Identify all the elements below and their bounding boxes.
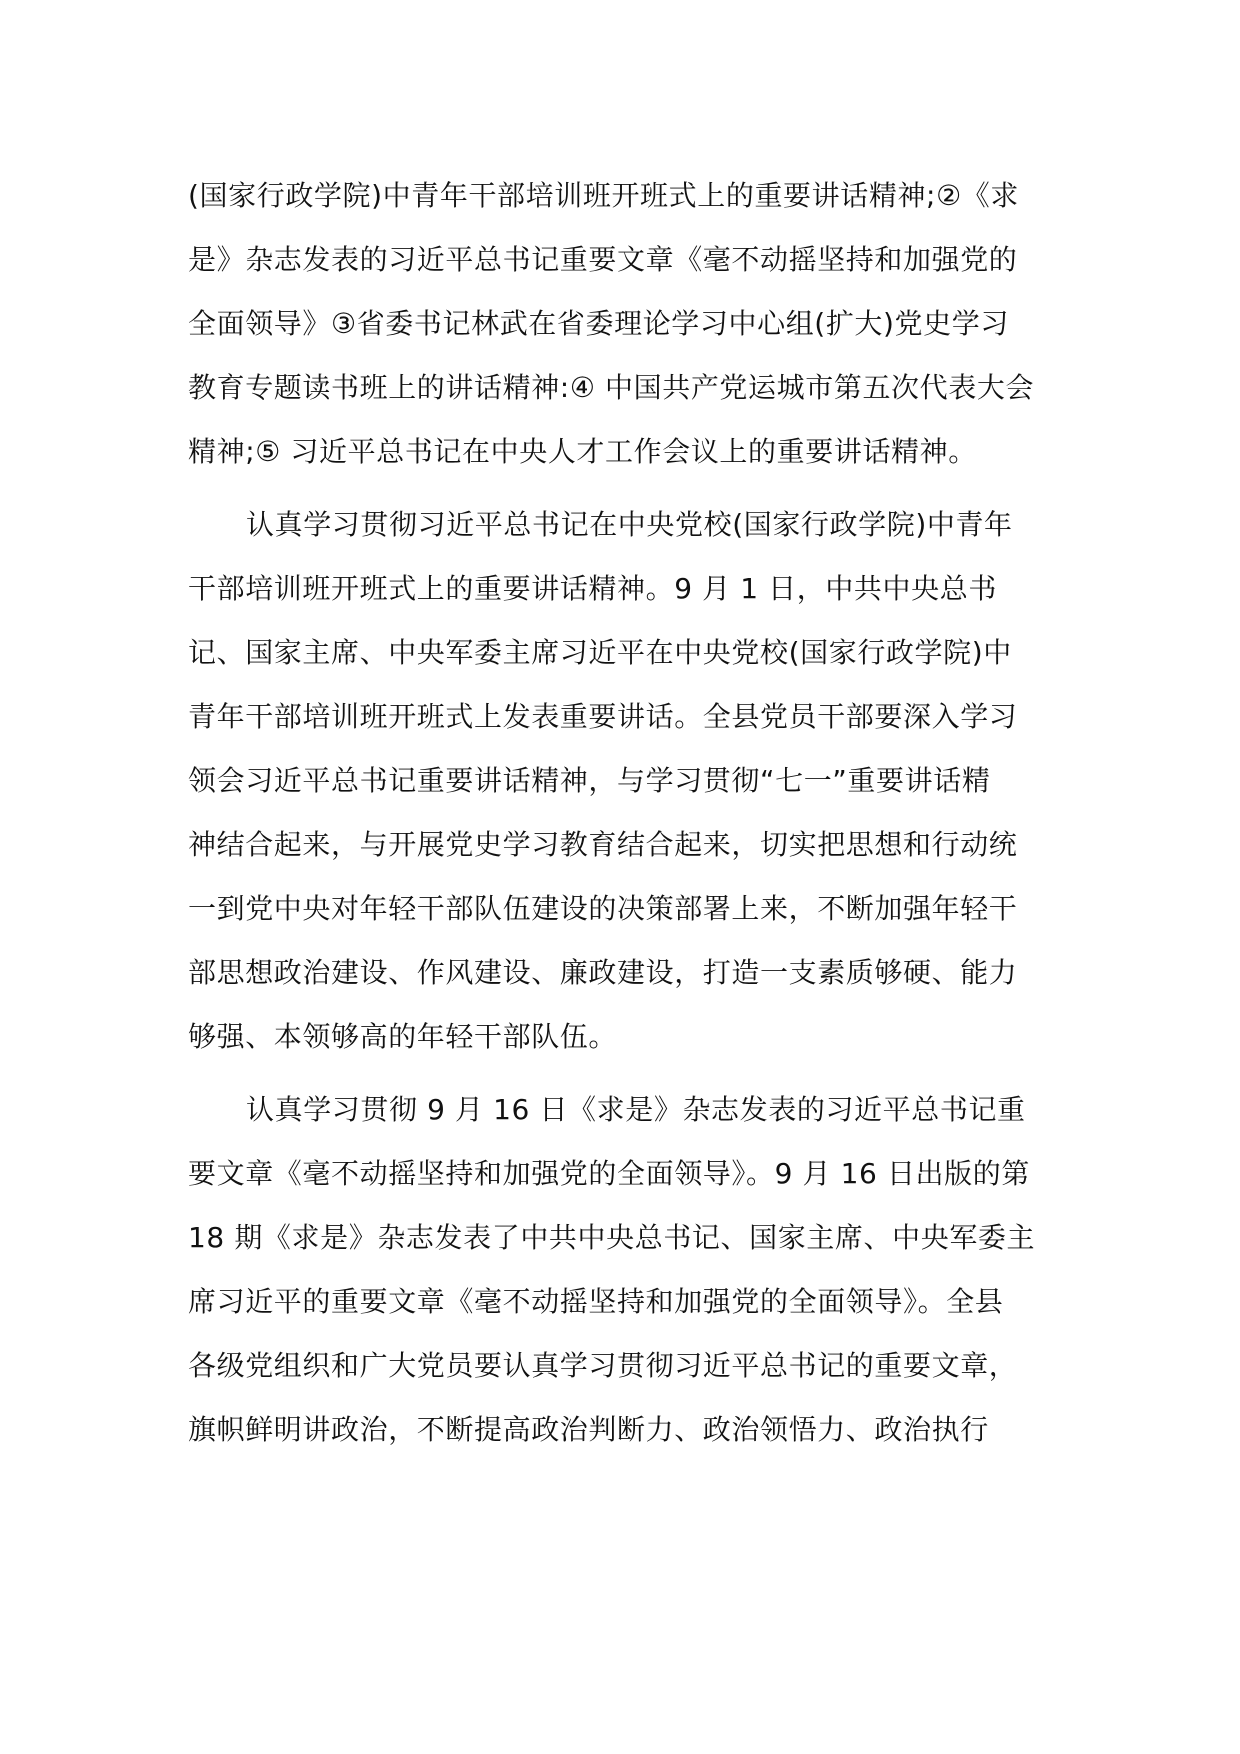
text-line: 够强、本领够高的年轻干部队伍。 bbox=[188, 1020, 618, 1053]
text-line: 干部培训班开班式上的重要讲话精神。9 月 1 日，中共中央总书 bbox=[188, 572, 997, 605]
text-line: 精神;⑤ 习近平总书记在中央人才工作会议上的重要讲话精神。 bbox=[188, 435, 977, 468]
paragraph-start: 认真学习贯彻习近平总书记在中央党校(国家行政学院)中青年 bbox=[246, 508, 1013, 541]
text-line: 记、国家主席、中央军委主席习近平在中央党校(国家行政学院)中 bbox=[188, 636, 1012, 669]
text-line: (国家行政学院)中青年干部培训班开班式上的重要讲话精神;②《求 bbox=[188, 179, 1019, 212]
text-line: 18 期《求是》杂志发表了中共中央总书记、国家主席、中央军委主 bbox=[188, 1221, 1036, 1254]
text-line: 全面领导》③省委书记林武在省委理论学习中心组(扩大)党史学习 bbox=[188, 307, 1009, 340]
text-line: 部思想政治建设、作风建设、廉政建设，打造一支素质够硬、能力 bbox=[188, 956, 1018, 989]
text-line: 各级党组织和广大党员要认真学习贯彻习近平总书记的重要文章， bbox=[188, 1349, 1018, 1382]
text-line: 旗帜鲜明讲政治，不断提高政治判断力、政治领悟力、政治执行 bbox=[188, 1413, 989, 1446]
text-line: 教育专题读书班上的讲话精神:④ 中国共产党运城市第五次代表大会 bbox=[188, 371, 1035, 404]
text-line: 要文章《毫不动摇坚持和加强党的全面领导》。9 月 16 日出版的第 bbox=[188, 1157, 1030, 1190]
paragraph-start: 认真学习贯彻 9 月 16 日《求是》杂志发表的习近平总书记重 bbox=[246, 1093, 1026, 1126]
text-line: 领会习近平总书记重要讲话精神，与学习贯彻“七一”重要讲话精 bbox=[188, 764, 991, 797]
text-line: 席习近平的重要文章《毫不动摇坚持和加强党的全面领导》。全县 bbox=[188, 1285, 1004, 1318]
text-line: 神结合起来，与开展党史学习教育结合起来，切实把思想和行动统 bbox=[188, 828, 1018, 861]
text-line: 是》杂志发表的习近平总书记重要文章《毫不动摇坚持和加强党的 bbox=[188, 243, 1018, 276]
text-line: 一到党中央对年轻干部队伍建设的决策部署上来，不断加强年轻干 bbox=[188, 892, 1018, 925]
text-line: 青年干部培训班开班式上发表重要讲话。全县党员干部要深入学习 bbox=[188, 700, 1018, 733]
